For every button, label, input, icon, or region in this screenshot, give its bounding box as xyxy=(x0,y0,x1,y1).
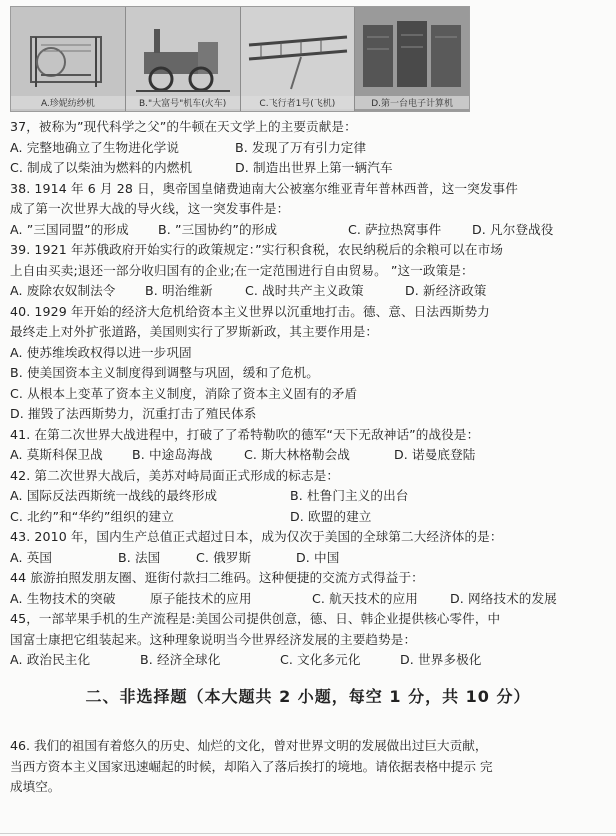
question-list xyxy=(10,117,608,671)
option-c: C. 萨拉热窝事件 xyxy=(348,221,442,237)
option-c: C. 从根本上变革了资本主义制度，消除了资本主义固有的矛盾 xyxy=(10,385,358,401)
question-stem: 上自由买卖;退还一部分收归国有的企业;在一定范围进行自由贸易。 ”这一政策是： xyxy=(10,262,474,278)
question-stem: 42. 第二次世界大战后，美苏对峙局面正式形成的标志是： xyxy=(10,467,340,483)
option-row xyxy=(10,158,608,179)
option-row xyxy=(10,220,608,241)
option-a: A. 使苏维埃政权得以进一步巩固 xyxy=(10,344,192,360)
option-d: D. 诺曼底登陆 xyxy=(394,447,476,462)
option-c: C. 北约”和“华约”组织的建立 xyxy=(10,508,174,524)
question-37 xyxy=(10,117,608,179)
question-stem: 43. 2010 年，国内生产总值正式超过日本，成为仅次于美国的全球第二大经济体的是： xyxy=(10,529,503,544)
question-41 xyxy=(10,425,608,466)
option-a: A. 政治民主化 xyxy=(10,652,91,667)
photo-caption-a: A.珍妮纺纱机 xyxy=(11,96,125,109)
option-row xyxy=(10,650,608,671)
question-43 xyxy=(10,527,608,568)
question-stem: 39. 1921 年苏俄政府开始实行的政策规定：”实行积食税，农民纳税后的余粮可以在市场 xyxy=(10,242,503,257)
option-row xyxy=(10,281,608,302)
page-bottom-divider xyxy=(0,833,616,834)
option-d: D. 欧盟的建立 xyxy=(290,508,372,524)
option-c: C. 俄罗斯 xyxy=(196,549,252,565)
photo-locomotive xyxy=(126,7,241,111)
option-c: C. 斯大林格勒会战 xyxy=(244,447,350,462)
option-row xyxy=(10,589,608,610)
option-b: B. 经济全球化 xyxy=(140,652,221,667)
photo-caption-b: B."大富号"机车(火车) xyxy=(126,96,240,109)
option-a: A. 英国 xyxy=(10,549,53,565)
option-b: B. 中途岛海战 xyxy=(132,447,213,462)
photo-caption-d: D.第一台电子计算机 xyxy=(355,96,469,109)
option-a: A. ”三国同盟”的形成 xyxy=(10,221,129,237)
option-d: D. 网络技术的发展 xyxy=(450,590,557,606)
question-stem: 成了第一次世界大战的导火线，这一突发事件是： xyxy=(10,201,290,216)
option-c: C. 文化多元化 xyxy=(280,652,361,667)
section-heading: 二、非选择题（本大题共 2 小题，每空 1 分，共 10 分） xyxy=(85,687,531,706)
question-45 xyxy=(10,609,608,671)
question-stem: 37，被称为”现代科学之父”的牛顿在天文学上的主要贡献是： xyxy=(10,119,357,134)
option-b: B. 杜鲁门主义的出台 xyxy=(290,488,409,503)
option-d: D. 新经济政策 xyxy=(405,283,487,298)
invention-photo-strip xyxy=(10,6,470,112)
option-row xyxy=(10,445,608,466)
question-stem: 45，一部苹果手机的生产流程是:美国公司提供创意，德、日、韩企业提供核心零件，中 xyxy=(10,611,501,626)
option-b: B. 明治维新 xyxy=(145,283,213,298)
option-c: C. 航天技术的应用 xyxy=(312,590,418,606)
question-stem: 最终走上对外扩张道路，美国则实行了罗斯新政，其主要作用是： xyxy=(10,324,379,339)
option-c: C. 战时共产主义政策 xyxy=(245,283,364,298)
question-46-text: 当西方资本主义国家迅速崛起的时候，却陷入了落后挨打的境地。请依据表格中提示 完 xyxy=(10,758,493,774)
option-a: A. 莫斯科保卫战 xyxy=(10,447,103,462)
option-b: B. 法国 xyxy=(118,549,161,565)
option-row xyxy=(10,138,608,159)
question-46-text: 46. 我们的祖国有着悠久的历史、灿烂的文化，曾对世界文明的发展做出过巨大贡献， xyxy=(10,738,488,753)
photo-caption-c: C.飞行者1号(飞机) xyxy=(241,96,355,109)
question-stem: 国富士康把它组装起来。这种理象说明当今世界经济发展的主要趋势是： xyxy=(10,631,417,647)
question-46-text: 成填空。 xyxy=(10,779,61,794)
photo-computer xyxy=(355,7,469,111)
option-a: A. 废除农奴制法令 xyxy=(10,283,116,298)
option-b: B. 使美国资本主义制度得到调整与巩固，缓和了危机。 xyxy=(10,365,319,380)
question-stem: 40. 1929 年开始的经济大危机给资本主义世界以沉重地打击。德、意、日法西斯势力 xyxy=(10,303,490,319)
option-b: B. 发现了万有引力定律 xyxy=(235,139,367,155)
question-stem: 41. 在第二次世界大战进程中，打破了了希特勒吹的德军“天下无敌神话”的战役是： xyxy=(10,426,480,442)
option-a: A. 国际反法西斯统一战线的最终形成 xyxy=(10,488,218,503)
option-c: C. 制成了以柴油为燃料的内燃机 xyxy=(10,160,193,175)
question-42 xyxy=(10,466,608,528)
option-d: D. 摧毁了法西斯势力，沉重打击了殖民体系 xyxy=(10,406,257,421)
option-b: B. ”三国协约”的形成 xyxy=(158,221,278,237)
option-b: 原子能技术的应用 xyxy=(150,590,252,606)
question-stem: 38. 1914 年 6 月 28 日，奥帝国皇储费迪南大公被塞尔维亚青年普林西普，这一突发事件 xyxy=(10,180,518,196)
option-row xyxy=(10,507,608,528)
question-40 xyxy=(10,302,608,425)
question-39 xyxy=(10,240,608,302)
option-d: D. 制造出世界上第一辆汽车 xyxy=(235,160,393,175)
question-38 xyxy=(10,179,608,241)
option-a: A. 完整地确立了生物进化学说 xyxy=(10,139,180,155)
question-44 xyxy=(10,568,608,609)
option-row xyxy=(10,486,608,507)
photo-spinning-jenny xyxy=(11,7,126,111)
option-a: A. 生物技术的突破 xyxy=(10,590,116,606)
question-46 xyxy=(10,736,610,798)
question-stem: 44 旅游拍照发朋友圈、逛街付款扫二维码。这种便捷的交流方式得益于： xyxy=(10,570,424,585)
option-row xyxy=(10,548,608,569)
option-d: D. 中国 xyxy=(296,549,340,565)
option-d: D. 凡尔登战役 xyxy=(472,221,554,237)
photo-airplane xyxy=(241,7,356,111)
option-d: D. 世界多极化 xyxy=(400,652,482,667)
